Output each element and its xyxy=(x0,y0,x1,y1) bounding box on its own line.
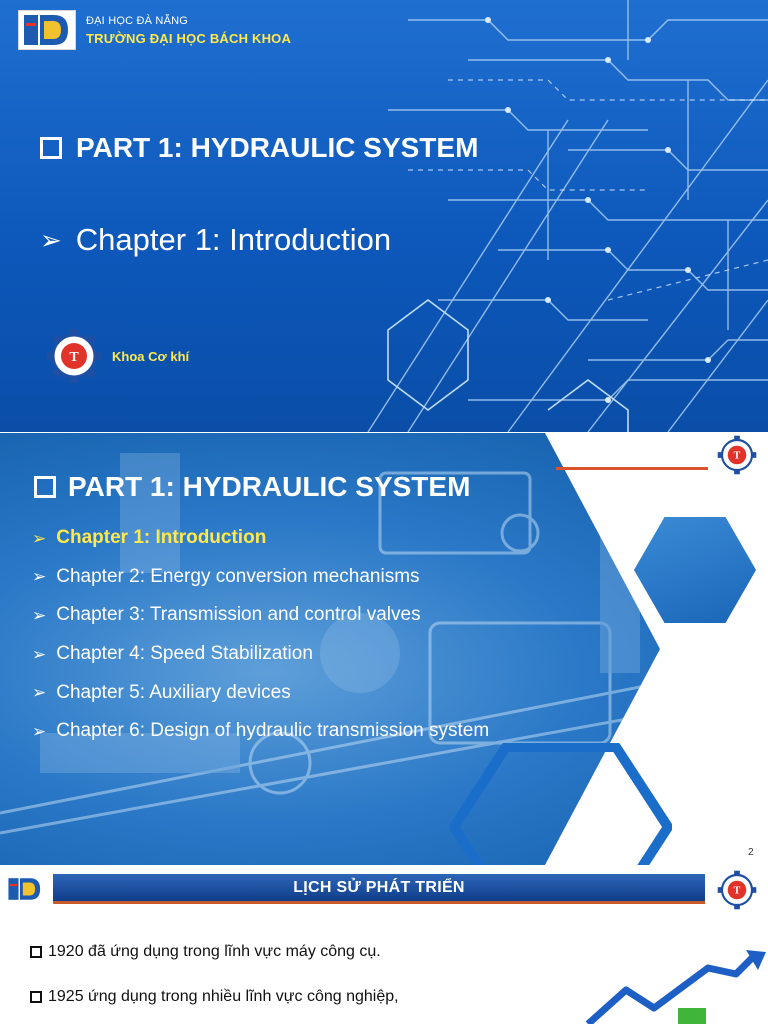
arrow-bullet-icon: ➢ xyxy=(32,683,47,703)
chapter-item-label: Chapter 1: Introduction xyxy=(56,527,267,549)
header-accent-line xyxy=(556,467,708,470)
checkbox-bullet-icon xyxy=(40,137,62,159)
university-logo xyxy=(18,10,76,50)
faculty-gear-logo xyxy=(44,328,104,384)
arrow-bullet-icon: ➢ xyxy=(32,528,47,548)
part-title xyxy=(34,471,470,503)
page-number: 2 xyxy=(748,847,754,858)
history-item-text: 1920 đã ứng dụng trong lĩnh vực máy công cụ. xyxy=(48,943,381,960)
hexagon-decoration xyxy=(634,517,756,623)
slide-3 xyxy=(0,866,768,1024)
part-title-text: PART 1: HYDRAULIC SYSTEM xyxy=(76,132,479,163)
svg-text:T: T xyxy=(69,350,79,365)
history-item xyxy=(30,943,381,961)
chapter-item[interactable] xyxy=(32,635,489,674)
slide-2 xyxy=(0,433,768,865)
arrow-bullet-icon: ➢ xyxy=(40,225,62,255)
history-item-text: 1925 ứng dụng trong nhiều lĩnh vực công nghiệp, xyxy=(48,988,399,1005)
chapter-item[interactable] xyxy=(32,558,489,597)
chapter-item-label: Chapter 3: Transmission and control valves xyxy=(56,604,421,626)
checkbox-bullet-icon xyxy=(30,946,42,958)
chapter-item-label: Chapter 5: Auxiliary devices xyxy=(56,681,291,703)
faculty-badge xyxy=(44,328,189,384)
arrow-bullet-icon: ➢ xyxy=(32,721,47,741)
part-title xyxy=(40,132,478,164)
history-item xyxy=(30,988,399,1006)
part-title-text: PART 1: HYDRAULIC SYSTEM xyxy=(68,471,471,502)
faculty-gear-logo-small xyxy=(710,435,764,475)
chapter-title xyxy=(40,222,391,258)
university-name-line1: ĐẠI HỌC ĐÀ NẴNG xyxy=(86,15,189,27)
section-banner xyxy=(53,874,705,904)
slide-1 xyxy=(0,0,768,432)
faculty-label: Khoa Cơ khí xyxy=(112,348,190,364)
section-banner-title: LỊCH SỬ PHÁT TRIỂN xyxy=(293,878,465,896)
chapter-item[interactable] xyxy=(32,519,489,558)
chapter-list xyxy=(32,519,489,751)
svg-text:T: T xyxy=(733,450,741,462)
hexagon-outline-decoration xyxy=(450,743,672,865)
arrow-bullet-icon: ➢ xyxy=(32,644,47,664)
university-logo xyxy=(5,870,45,908)
chapter-item[interactable] xyxy=(32,596,489,635)
chapter-title-text: Chapter 1: Introduction xyxy=(75,222,392,257)
university-name-line2: TRƯỜNG ĐẠI HỌC BÁCH KHOA xyxy=(86,31,292,46)
checkbox-bullet-icon xyxy=(30,991,42,1003)
chapter-item[interactable] xyxy=(32,673,489,712)
chapter-item-label: Chapter 4: Speed Stabilization xyxy=(56,643,313,665)
chapter-item-label: Chapter 6: Design of hydraulic transmission system xyxy=(56,720,490,742)
circuit-pattern-decoration xyxy=(348,0,768,432)
arrow-bullet-icon: ➢ xyxy=(32,567,47,587)
faculty-gear-logo-small xyxy=(712,870,762,910)
arrow-bullet-icon: ➢ xyxy=(32,605,47,625)
chapter-item[interactable] xyxy=(32,712,489,751)
checkbox-bullet-icon xyxy=(34,476,56,498)
svg-text:T: T xyxy=(733,885,741,897)
chapter-item-label: Chapter 2: Energy conversion mechanisms xyxy=(56,565,420,587)
growth-arrow-illustration xyxy=(568,950,768,1024)
